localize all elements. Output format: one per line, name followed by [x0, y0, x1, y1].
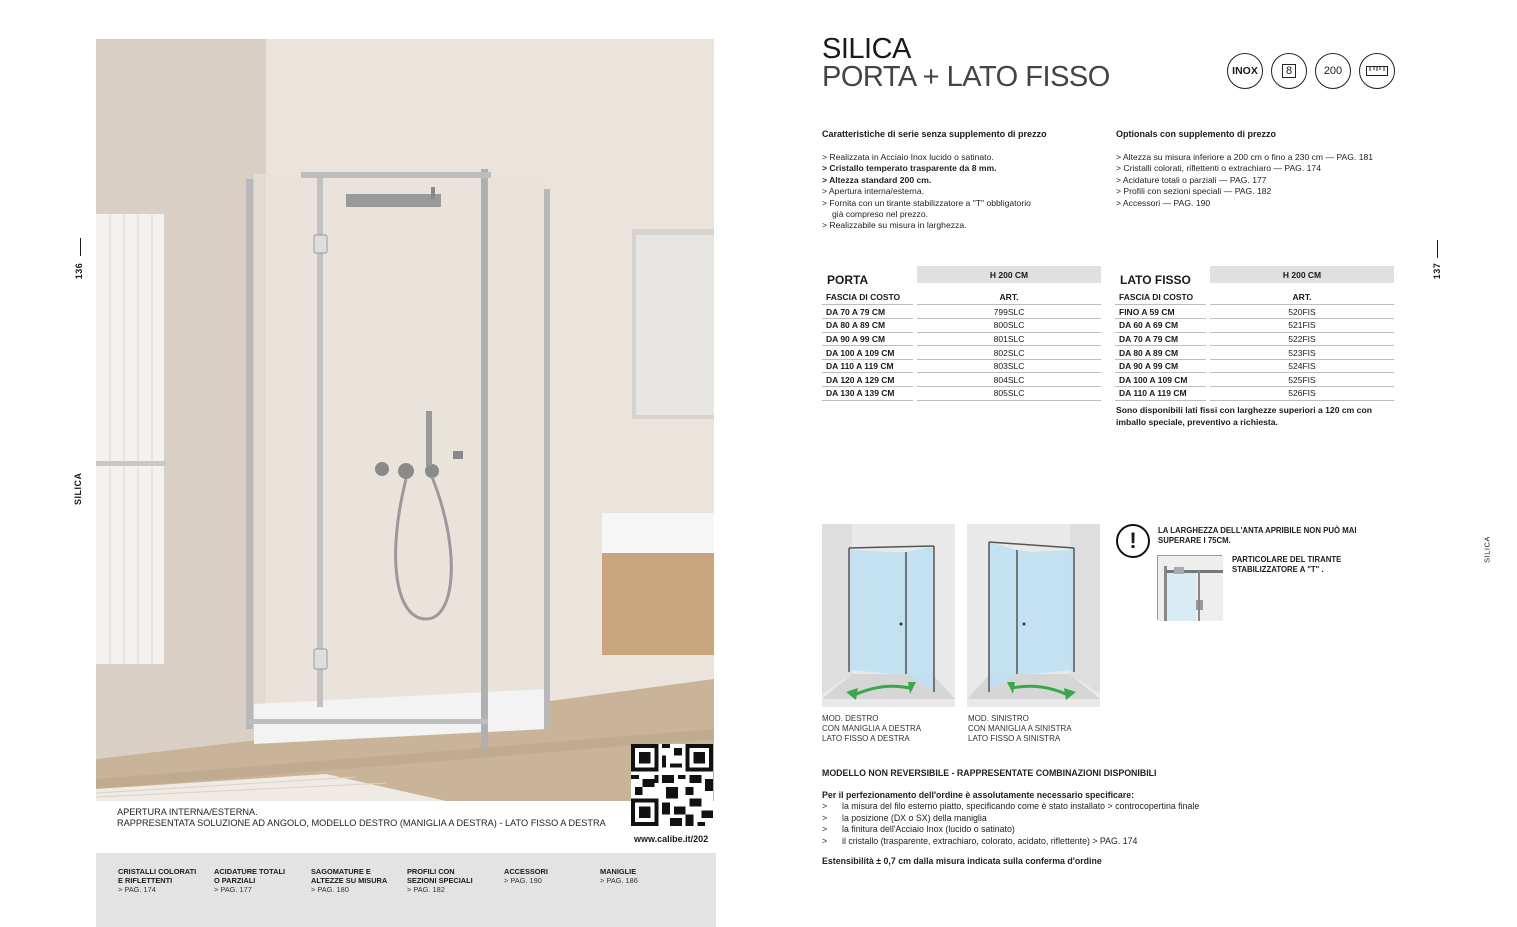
- options-bar: [96, 853, 716, 927]
- extensibility-note: Estensibilità ± 0,7 cm dalla misura indicata sulla conferma d'ordine: [822, 856, 1102, 866]
- porta-size-cell: DA 130 A 139 CM: [826, 388, 895, 399]
- features-heading: Caratteristiche di serie senza supplemento di prezzo: [822, 129, 1047, 139]
- feature-item: > Cristallo temperato trasparente da 8 mm.: [822, 163, 997, 174]
- porta-col-header: FASCIA DI COSTO ART.: [826, 291, 1019, 302]
- website-url[interactable]: www.calibe.it/202: [634, 834, 709, 844]
- features-list: [822, 152, 1031, 232]
- fisso-table-title: LATO FISSO: [1120, 273, 1191, 287]
- porta-table-title: PORTA: [827, 273, 869, 287]
- fisso-art-cell: 520FIS: [1288, 306, 1316, 317]
- porta-art-cell: 800SLC: [993, 320, 1025, 331]
- order-item: > la posizione (DX o SX) della maniglia: [822, 812, 987, 823]
- porta-row: [822, 332, 1101, 346]
- feature-item: > Fornita con un tirante stabilizzatore a "T" obbligatorio: [822, 197, 1031, 208]
- order-item: > la misura del filo esterno piatto, specificando come è stato installato > controcopertina finale: [822, 801, 1200, 812]
- tie-rod-detail-image: [1157, 555, 1222, 620]
- fisso-art-cell: 525FIS: [1288, 374, 1316, 385]
- fisso-note: Sono disponibili lati fissi con larghezze superiori a 120 cm con imballo speciale, preventivo a richiesta.: [1116, 405, 1372, 427]
- page-number-rule: [80, 238, 81, 256]
- feature-item: > Apertura interna/esterna.: [822, 186, 924, 197]
- porta-row: [822, 305, 1101, 319]
- porta-size-cell: DA 90 A 99 CM: [826, 333, 886, 344]
- porta-row: [822, 359, 1101, 373]
- optional-item: > Accessori — PAG. 190: [1116, 197, 1211, 208]
- feature-item: > Altezza standard 200 cm.: [822, 174, 932, 185]
- caption-line-1: APERTURA INTERNA/ESTERNA.: [117, 807, 258, 817]
- optionals-heading: Optionals con supplemento di prezzo: [1116, 129, 1277, 139]
- fisso-size-cell: DA 90 A 99 CM: [1119, 361, 1179, 372]
- porta-row: [822, 373, 1101, 387]
- fisso-row: [1115, 387, 1394, 401]
- optionals-list: [1116, 152, 1373, 209]
- caption-line-2: RAPPRESENTATA SOLUZIONE AD ANGOLO, MODELLO DESTRO (MANIGLIA A DESTRA) - LATO FISSO A DESTRA: [117, 818, 606, 828]
- porta-row-rule: [822, 400, 913, 401]
- porta-table: [822, 266, 1101, 406]
- page-number-left: 136: [74, 262, 84, 280]
- option-maniglie: MANIGLIE > PAG. 186: [600, 867, 638, 885]
- optional-item: > Altezza su misura inferiore a 200 cm o fino a 230 cm — PAG. 181: [1116, 152, 1374, 162]
- fisso-row: [1115, 332, 1394, 346]
- fisso-row: [1115, 305, 1394, 319]
- feature-item: > Realizzabile su misura in larghezza.: [822, 220, 967, 231]
- tie-rod-detail-text: PARTICOLARE DEL TIRANTE STABILIZZATORE A "T" .: [1232, 555, 1342, 574]
- fisso-row: [1115, 373, 1394, 387]
- fisso-row: [1115, 359, 1394, 373]
- photo-caption: [117, 807, 606, 829]
- option-cristalli: CRISTALLI COLORATI E RIFLETTENTI > PAG. 174: [118, 867, 197, 894]
- fisso-art-cell: 526FIS: [1288, 388, 1316, 399]
- non-reversible-note: MODELLO NON REVERSIBILE - RAPPRESENTATE COMBINAZIONI DISPONIBILI: [822, 768, 1157, 778]
- fisso-size-cell: FINO A 59 CM: [1119, 306, 1175, 317]
- page-number-right: 137: [1432, 262, 1442, 280]
- measure-icon: [1359, 53, 1395, 89]
- porta-art-cell: 803SLC: [993, 361, 1025, 372]
- fisso-table: [1115, 266, 1394, 406]
- diagram-mod-sinistro: [967, 524, 1100, 707]
- order-requirements: Per il perfezionamento dell'ordine è assolutamente necessario specificare: > la misura del filo esterno piatto, specificando come è stato installato > controcopertina finale > la posizione (DX o SX) della maniglia > la finitura dell'Acciaio Inox (lucido o satinato) > il cristallo (trasparente, extrachiaro, colorato, acidato, riflettente) > PAG. 174: [822, 790, 1200, 846]
- fisso-row-rule: [1115, 400, 1206, 401]
- porta-size-cell: DA 80 A 89 CM: [826, 320, 886, 331]
- fisso-size-cell: DA 60 A 69 CM: [1119, 320, 1179, 331]
- fisso-art-cell: 523FIS: [1288, 347, 1316, 358]
- fisso-col-header: FASCIA DI COSTO ART.: [1119, 291, 1312, 302]
- porta-size-cell: DA 100 A 109 CM: [826, 347, 895, 358]
- product-subtitle: PORTA + LATO FISSO: [822, 61, 1110, 93]
- warning-icon: !: [1116, 524, 1150, 558]
- fisso-size-cell: DA 110 A 119 CM: [1119, 388, 1187, 399]
- porta-height-header: H 200 CM: [917, 266, 1101, 283]
- qr-code[interactable]: [631, 744, 713, 826]
- side-label-left: SILICA: [73, 472, 83, 505]
- shower-photo: [96, 39, 714, 801]
- porta-size-cell: DA 120 A 129 CM: [826, 374, 895, 385]
- porta-art-cell: 805SLC: [993, 388, 1025, 399]
- diagram-mod-destro-caption: MOD. DESTRO CON MANIGLIA A DESTRA LATO FISSO A DESTRA: [822, 714, 922, 743]
- fisso-row-rule: [1210, 400, 1394, 401]
- porta-row: [822, 319, 1101, 333]
- diagram-mod-sinistro-caption: MOD. SINISTRO CON MANIGLIA A SINISTRA LATO FISSO A SINISTRA: [968, 714, 1072, 743]
- fisso-size-cell: DA 80 A 89 CM: [1119, 347, 1179, 358]
- porta-size-cell: DA 110 A 119 CM: [826, 361, 894, 372]
- fisso-art-cell: 522FIS: [1288, 333, 1316, 344]
- fisso-height-header: H 200 CM: [1210, 266, 1394, 283]
- option-sagomature: SAGOMATURE E ALTEZZE SU MISURA > PAG. 180: [311, 867, 388, 894]
- porta-art-cell: 799SLC: [993, 306, 1025, 317]
- fisso-row: [1115, 346, 1394, 360]
- fisso-art-cell: 524FIS: [1288, 361, 1316, 372]
- thickness-icon: 8: [1271, 53, 1307, 89]
- porta-row-rule: [917, 400, 1101, 401]
- optional-item: > Profili con sezioni speciali — PAG. 182: [1116, 186, 1272, 197]
- option-profili: PROFILI CON SEZIONI SPECIALI > PAG. 182: [407, 867, 473, 894]
- order-item: > la finitura dell'Acciaio Inox (lucido o satinato): [822, 824, 1015, 835]
- warning-text: LA LARGHEZZA DELL'ANTA APRIBILE NON PUÒ MAI SUPERARE I 75CM.: [1158, 526, 1357, 545]
- option-acidature: ACIDATURE TOTALI O PARZIALI > PAG. 177: [214, 867, 286, 894]
- optional-item: > Cristalli colorati, riflettenti o extrachiaro — PAG. 174: [1116, 163, 1321, 174]
- inox-icon: INOX: [1227, 53, 1263, 89]
- porta-art-cell: 802SLC: [993, 347, 1025, 358]
- porta-size-cell: DA 70 A 79 CM: [826, 306, 886, 317]
- optional-item: > Acidature totali o parziali — PAG. 177: [1116, 174, 1267, 185]
- porta-row: [822, 346, 1101, 360]
- diagram-mod-destro: [822, 524, 955, 707]
- fisso-row: [1115, 319, 1394, 333]
- feature-item: già compreso nel prezzo.: [832, 209, 929, 220]
- porta-art-cell: 801SLC: [993, 333, 1025, 344]
- fisso-size-cell: DA 100 A 109 CM: [1119, 374, 1188, 385]
- option-accessori: ACCESSORI > PAG. 190: [504, 867, 548, 885]
- fisso-size-cell: DA 70 A 79 CM: [1119, 333, 1179, 344]
- edge-label-right: SILICA: [1482, 536, 1492, 563]
- porta-row: [822, 387, 1101, 401]
- height-icon: 200: [1315, 53, 1351, 89]
- feature-item: > Realizzata in Acciaio Inox lucido o satinato.: [822, 152, 994, 162]
- product-title: SILICA: [822, 33, 911, 65]
- order-item: > il cristallo (trasparente, extrachiaro, colorato, acidato, riflettente) > PAG. 174: [822, 835, 1138, 846]
- page-number-rule-right: [1437, 240, 1438, 258]
- fisso-art-cell: 521FIS: [1288, 320, 1316, 331]
- porta-art-cell: 804SLC: [993, 374, 1025, 385]
